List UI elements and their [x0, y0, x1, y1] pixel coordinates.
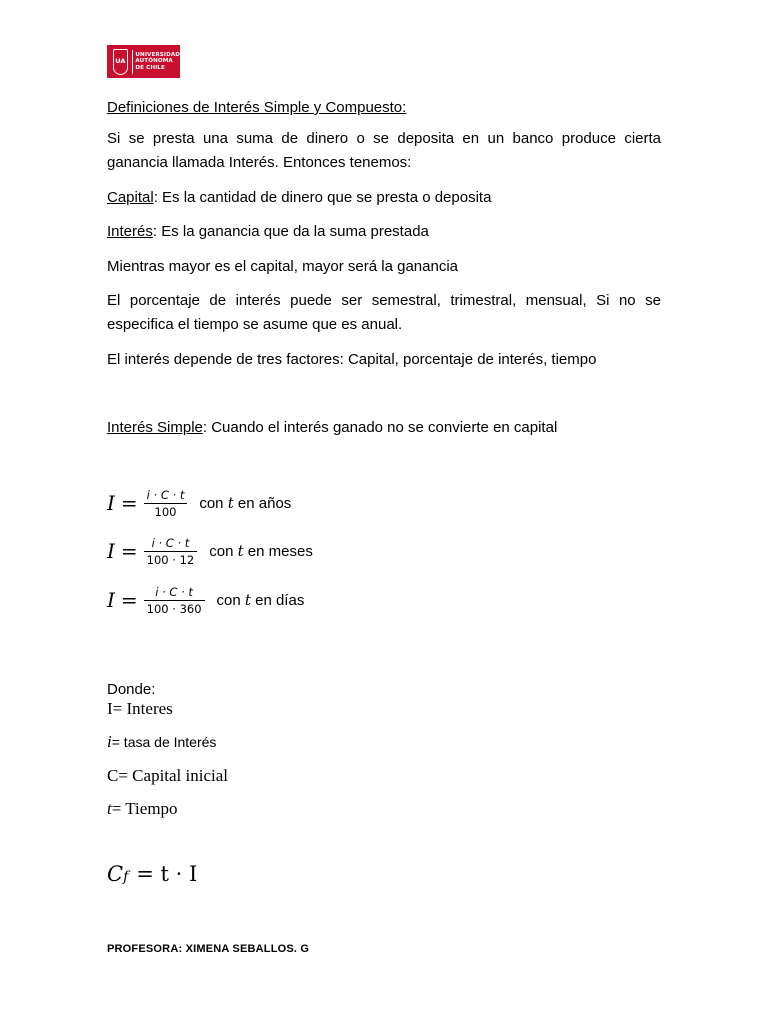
def-text: = Tiempo — [111, 799, 178, 818]
def-text: = Interes — [112, 699, 173, 718]
formula-eq: = — [120, 588, 138, 612]
def-text: = tasa de Interés — [111, 734, 217, 750]
formula-denominator: 100 · 12 — [146, 552, 195, 567]
cond-var: t — [244, 591, 251, 609]
mayor-paragraph: Mientras mayor es el capital, mayor será la ganancia — [107, 258, 458, 275]
university-logo — [107, 45, 180, 78]
def-interes — [107, 697, 173, 721]
def-symbol: i — [107, 732, 112, 751]
footer-teacher: PROFESORA: XIMENA SEBALLOS. G — [107, 943, 310, 955]
formula-denominator: 100 · 360 — [146, 601, 202, 616]
shield-icon — [113, 49, 128, 75]
formula-lhs: I — [107, 588, 115, 612]
final-base: C — [107, 862, 124, 886]
formula-condition — [199, 494, 291, 512]
simple-definition — [107, 416, 661, 440]
final-formula: C f = t · I — [107, 862, 198, 886]
formula-years — [107, 483, 291, 523]
formula-fraction — [144, 535, 198, 568]
formula-days — [107, 580, 304, 620]
final-rest: = t · I — [136, 862, 198, 886]
def-capital — [107, 764, 228, 788]
formula-lhs: I — [107, 539, 115, 563]
page-heading: Definiciones de Interés Simple y Compuesto: — [107, 99, 407, 116]
formula-numerator: i · C · t — [155, 584, 193, 599]
interes-def: : Es la ganancia que da la suma prestada — [152, 223, 429, 240]
formula-condition — [209, 542, 313, 560]
interes-definition — [107, 220, 661, 244]
cond-prefix: con — [199, 495, 224, 512]
capital-def: : Es la cantidad de dinero que se presta o deposita — [153, 189, 492, 206]
formula-lhs: I — [107, 491, 115, 515]
cond-prefix: con — [216, 592, 241, 609]
formula-condition — [217, 591, 305, 609]
def-text: = Capital inicial — [118, 766, 229, 785]
donde-label: Donde: — [107, 681, 156, 698]
logo-line-3: DE CHILE — [135, 64, 165, 71]
formula-numerator: i · C · t — [146, 487, 185, 502]
cond-var: t — [237, 542, 244, 560]
cond-var: t — [227, 494, 234, 512]
def-symbol: I — [107, 699, 113, 718]
factores-paragraph: El interés depende de tres factores: Capital, porcentaje de interés, tiempo — [107, 351, 597, 368]
cond-prefix: con — [209, 543, 234, 560]
cond-suffix: en años — [237, 495, 292, 512]
intro-paragraph: Si se presta una suma de dinero o se deposita en un banco produce cierta ganancia llamada Interés. Entonces tenemos: — [107, 130, 661, 171]
formula-fraction — [144, 487, 188, 520]
logo-mark-text: UA — [115, 57, 126, 66]
formula-eq: = — [120, 491, 138, 515]
logo-divider — [132, 50, 133, 74]
formula-numerator: i · C · t — [151, 535, 190, 550]
simple-term: Interés Simple — [107, 419, 203, 436]
logo-text — [135, 52, 180, 71]
simple-def: : Cuando el interés ganado no se convierte en capital — [202, 419, 558, 436]
interes-term: Interés — [107, 223, 153, 240]
def-tasa — [107, 730, 216, 754]
formula-months — [107, 531, 313, 571]
formula-fraction — [144, 584, 205, 617]
capital-term: Capital — [107, 189, 154, 206]
capital-definition — [107, 186, 661, 210]
logo-line-1: UNIVERSIDAD — [135, 52, 180, 59]
def-symbol: t — [107, 799, 112, 818]
def-symbol: C — [107, 766, 119, 785]
def-tiempo — [107, 797, 178, 821]
logo-line-2: AUTÓNOMA — [135, 58, 173, 65]
cond-suffix: en días — [255, 592, 305, 609]
cond-suffix: en meses — [247, 543, 313, 560]
formula-eq: = — [120, 539, 138, 563]
porcentaje-paragraph: El porcentaje de interés puede ser semestral, trimestral, mensual, Si no se especifica el tiempo se asume que es anual. — [107, 292, 661, 333]
formula-denominator: 100 — [154, 504, 177, 519]
